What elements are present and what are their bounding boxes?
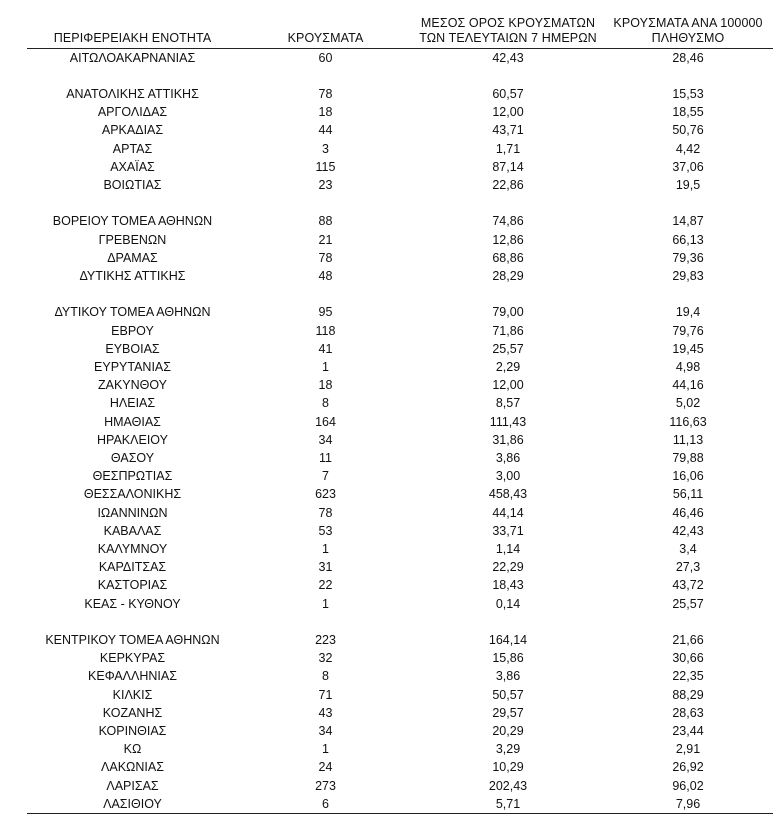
spacer-cell: [603, 613, 773, 631]
cell-region: ΚΕΝΤΡΙΚΟΥ ΤΟΜΕΑ ΑΘΗΝΩΝ: [45, 632, 220, 647]
cell-per100k: 2,91: [675, 742, 701, 757]
cell-region: ΗΡΑΚΛΕΙΟΥ: [97, 432, 168, 447]
cell-cases: 8: [322, 396, 329, 411]
cell-region: ΔΡΑΜΑΣ: [107, 250, 158, 265]
cell-cases: 71: [318, 687, 333, 702]
table-row: [27, 212, 773, 230]
cell-avg7: 2,29: [495, 359, 521, 374]
cell-avg7: 8,57: [495, 396, 521, 411]
cell-region: ΚΑΣΤΟΡΙΑΣ: [97, 578, 168, 593]
cell-per100k: 46,46: [672, 505, 704, 520]
cell-cases: 115: [315, 159, 336, 174]
cell-avg7: 43,71: [492, 123, 524, 138]
cell-avg7: 20,29: [492, 723, 524, 738]
cell-per100k: 27,3: [675, 560, 701, 575]
cell-cases: 88: [318, 214, 333, 229]
cell-cases: 43: [318, 705, 333, 720]
cell-region: ΘΕΣΠΡΩΤΙΑΣ: [92, 469, 173, 484]
header-avg7-line1: ΜΕΣΟΣ ΟΡΟΣ ΚΡΟΥΣΜΑΤΩΝ: [420, 15, 596, 30]
cell-cases: 118: [315, 323, 336, 338]
cell-region: ΚΩ: [123, 742, 142, 757]
cell-cases: 1: [322, 541, 329, 556]
cell-cases: 34: [318, 723, 333, 738]
cell-region: ΖΑΚΥΝΘΟΥ: [97, 378, 168, 393]
spacer-row: [27, 613, 773, 631]
cell-region: ΙΩΑΝΝΙΝΩΝ: [97, 505, 168, 520]
cell-avg7: 50,57: [492, 687, 524, 702]
cell-per100k: 21,66: [672, 632, 704, 647]
cell-per100k: 29,83: [672, 268, 704, 283]
table-row: [27, 595, 773, 613]
spacer-cell: [413, 67, 603, 85]
cell-cases: 78: [318, 86, 333, 101]
cell-region: ΚΟΡΙΝΘΙΑΣ: [98, 723, 167, 738]
cell-cases: 44: [318, 123, 333, 138]
cell-cases: 1: [322, 596, 329, 611]
cell-region: ΘΑΣΟΥ: [110, 450, 155, 465]
cell-region: ΚΕΑΣ - ΚΥΘΝΟΥ: [84, 596, 181, 611]
table-row: [27, 376, 773, 394]
cell-cases: 34: [318, 432, 333, 447]
spacer-row: [27, 285, 773, 303]
spacer-row: [27, 194, 773, 212]
cell-cases: 273: [315, 778, 336, 793]
cell-region: ΑΙΤΩΛΟΑΚΑΡΝΑΝΙΑΣ: [69, 50, 196, 65]
header-row: [27, 10, 773, 48]
cell-per100k: 96,02: [672, 778, 704, 793]
cell-region: ΚΕΦΑΛΛΗΝΙΑΣ: [88, 669, 177, 684]
cell-avg7: 25,57: [492, 341, 524, 356]
cell-cases: 18: [318, 378, 333, 393]
table-row: [27, 649, 773, 667]
cell-region: ΚΑΛΥΜΝΟΥ: [97, 541, 168, 556]
cell-region: ΓΡΕΒΕΝΩΝ: [98, 232, 167, 247]
cell-region: ΚΑΒΑΛΑΣ: [103, 523, 162, 538]
cell-region: ΗΜΑΘΙΑΣ: [104, 414, 161, 429]
cell-cases: 48: [318, 268, 333, 283]
spacer-cell: [413, 285, 603, 303]
cell-cases: 8: [322, 669, 329, 684]
table-row: [27, 795, 773, 814]
cell-per100k: 4,42: [675, 141, 701, 156]
cell-per100k: 4,98: [675, 359, 701, 374]
cell-cases: 23: [318, 177, 333, 192]
table-row: [27, 158, 773, 176]
cell-cases: 3: [322, 141, 329, 156]
cell-per100k: 79,36: [672, 250, 704, 265]
cell-avg7: 15,86: [492, 651, 524, 666]
cell-avg7: 74,86: [492, 214, 524, 229]
table-row: [27, 303, 773, 321]
cell-per100k: 3,4: [679, 541, 697, 556]
cell-avg7: 1,14: [495, 541, 521, 556]
cell-avg7: 22,29: [492, 560, 524, 575]
table-row: [27, 140, 773, 158]
table-row: [27, 176, 773, 194]
cell-per100k: 43,72: [672, 578, 704, 593]
cell-cases: 24: [318, 760, 333, 775]
table-row: [27, 358, 773, 376]
cell-avg7: 5,71: [413, 795, 603, 814]
table-row: [27, 394, 773, 412]
table-row: [27, 103, 773, 121]
cell-avg7: 3,86: [495, 669, 521, 684]
cell-region: ΔΥΤΙΚΟΥ ΤΟΜΕΑ ΑΘΗΝΩΝ: [54, 305, 211, 320]
spacer-cell: [27, 194, 238, 212]
cell-per100k: 26,92: [672, 760, 704, 775]
cell-avg7: 12,86: [492, 232, 524, 247]
cell-per100k: 66,13: [672, 232, 704, 247]
cell-region: ΒΟΡΕΙΟΥ ΤΟΜΕΑ ΑΘΗΝΩΝ: [52, 214, 213, 229]
cell-cases: 22: [318, 578, 333, 593]
cell-region: ΘΕΣΣΑΛΟΝΙΚΗΣ: [83, 487, 182, 502]
cell-cases: 223: [315, 632, 336, 647]
cell-per100k: 16,06: [672, 469, 704, 484]
spacer-cell: [27, 613, 238, 631]
cell-per100k: 116,63: [669, 414, 707, 429]
cell-avg7: 18,43: [492, 578, 524, 593]
table-row: [27, 231, 773, 249]
table-row: [27, 576, 773, 594]
cell-avg7: 29,57: [492, 705, 524, 720]
cell-avg7: 458,43: [488, 487, 528, 502]
cell-per100k: 79,76: [672, 323, 704, 338]
cell-cases: 18: [318, 105, 333, 120]
table-row: [27, 85, 773, 103]
table-row: [27, 631, 773, 649]
spacer-cell: [238, 67, 413, 85]
cell-avg7: 111,43: [489, 414, 527, 429]
cell-per100k: 23,44: [672, 723, 704, 738]
table-row: [27, 722, 773, 740]
cell-per100k: 19,4: [675, 305, 701, 320]
table-row: [27, 413, 773, 431]
cell-cases: 1: [322, 359, 329, 374]
table-row: [27, 121, 773, 139]
spacer-cell: [413, 194, 603, 212]
table-row: [27, 467, 773, 485]
table-row: [27, 267, 773, 285]
table-row: [27, 558, 773, 576]
cell-avg7: 71,86: [492, 323, 524, 338]
cell-per100k: 14,87: [672, 214, 704, 229]
table-row: [27, 431, 773, 449]
cell-avg7: 1,71: [495, 141, 521, 156]
cell-cases: 623: [315, 487, 336, 502]
cell-cases: 31: [318, 560, 333, 575]
cell-cases: 41: [318, 341, 333, 356]
cell-avg7: 164,14: [488, 632, 528, 647]
cell-region: ΔΥΤΙΚΗΣ ΑΤΤΙΚΗΣ: [79, 268, 186, 283]
cell-per100k: 79,88: [672, 450, 704, 465]
cell-region: ΒΟΙΩΤΙΑΣ: [103, 177, 162, 192]
cell-per100k: 18,55: [672, 105, 704, 120]
cell-avg7: 42,43: [492, 50, 524, 65]
cell-per100k: 19,45: [672, 341, 704, 356]
header-per100k-line1: ΚΡΟΥΣΜΑΤΑ ΑΝΑ 100000: [613, 15, 763, 30]
cell-region: ΛΑΣΙΘΙΟΥ: [27, 795, 238, 814]
table-row: [27, 777, 773, 795]
cell-per100k: 37,06: [672, 159, 704, 174]
table-row: [27, 740, 773, 758]
cell-cases: 53: [318, 523, 333, 538]
cell-cases: 32: [318, 651, 333, 666]
spacer-cell: [238, 285, 413, 303]
table-row: [27, 704, 773, 722]
cell-region: ΚΟΖΑΝΗΣ: [102, 705, 163, 720]
table-row: [27, 686, 773, 704]
cell-cases: 7: [322, 469, 329, 484]
cell-avg7: 33,71: [492, 523, 524, 538]
cell-cases: 11: [319, 450, 332, 465]
cell-avg7: 31,86: [492, 432, 524, 447]
cell-avg7: 10,29: [492, 760, 524, 775]
table-body: [27, 48, 773, 813]
cell-avg7: 3,00: [495, 469, 521, 484]
cell-region: ΕΥΡΥΤΑΝΙΑΣ: [94, 359, 171, 374]
cell-avg7: 44,14: [492, 505, 524, 520]
cell-per100k: 11,13: [672, 432, 704, 447]
cell-region: ΛΑΚΩΝΙΑΣ: [101, 760, 164, 775]
cell-region: ΑΧΑΪΑΣ: [110, 159, 155, 174]
cell-per100k: 30,66: [672, 651, 704, 666]
cell-avg7: 79,00: [492, 305, 524, 320]
cell-avg7: 87,14: [492, 159, 524, 174]
cell-region: ΑΡΚΑΔΙΑΣ: [101, 123, 164, 138]
cell-per100k: 7,96: [603, 795, 773, 814]
cell-avg7: 28,29: [492, 268, 524, 283]
spacer-cell: [238, 613, 413, 631]
cell-region: ΑΝΑΤΟΛΙΚΗΣ ΑΤΤΙΚΗΣ: [66, 86, 199, 101]
cell-avg7: 12,00: [492, 378, 524, 393]
cell-per100k: 5,02: [675, 396, 701, 411]
cell-avg7: 3,29: [495, 742, 521, 757]
cell-per100k: 28,63: [672, 705, 704, 720]
cell-cases: 21: [318, 232, 333, 247]
cell-per100k: 42,43: [672, 523, 704, 538]
cell-per100k: 22,35: [672, 669, 704, 684]
cell-avg7: 3,86: [495, 450, 521, 465]
cell-avg7: 202,43: [488, 778, 528, 793]
table-row: [27, 322, 773, 340]
cell-per100k: 28,46: [672, 50, 704, 65]
header-per100k-line2: ΠΛΗΘΥΣΜΟ: [651, 30, 725, 45]
cell-region: ΑΡΓΟΛΙΔΑΣ: [97, 105, 168, 120]
header-avg7-line2: ΤΩΝ ΤΕΛΕΥΤΑΙΩΝ 7 ΗΜΕΡΩΝ: [419, 30, 597, 45]
cell-region: ΕΒΡΟΥ: [111, 323, 154, 338]
spacer-cell: [603, 194, 773, 212]
cell-cases: 95: [318, 305, 333, 320]
table-row: [27, 48, 773, 67]
header-avg7: [413, 10, 603, 48]
cell-region: ΚΙΛΚΙΣ: [112, 687, 153, 702]
cell-avg7: 60,57: [492, 86, 524, 101]
cell-region: ΕΥΒΟΙΑΣ: [105, 341, 160, 356]
header-cases: ΚΡΟΥΣΜΑΤΑ: [238, 10, 413, 48]
table-row: [27, 522, 773, 540]
cell-cases: 78: [318, 505, 333, 520]
cell-cases: 78: [318, 250, 333, 265]
cell-region: ΚΕΡΚΥΡΑΣ: [99, 651, 166, 666]
cell-per100k: 50,76: [672, 123, 704, 138]
cell-avg7: 22,86: [492, 177, 524, 192]
cell-per100k: 15,53: [672, 86, 704, 101]
table-row: [27, 249, 773, 267]
header-per100k: [603, 10, 773, 48]
table-row: [27, 449, 773, 467]
table-row: [27, 540, 773, 558]
spacer-row: [27, 67, 773, 85]
spacer-cell: [238, 194, 413, 212]
table-header: [27, 10, 773, 48]
spacer-cell: [27, 285, 238, 303]
cell-per100k: 88,29: [672, 687, 704, 702]
spacer-cell: [413, 613, 603, 631]
cell-cases: 1: [322, 742, 329, 757]
cell-per100k: 25,57: [672, 596, 704, 611]
cell-cases: 60: [318, 50, 333, 65]
table-row: [27, 485, 773, 503]
cell-per100k: 44,16: [672, 378, 704, 393]
cell-region: ΛΑΡΙΣΑΣ: [106, 778, 159, 793]
cell-per100k: 19,5: [675, 177, 701, 192]
cell-avg7: 0,14: [495, 596, 521, 611]
spacer-cell: [603, 67, 773, 85]
table-row: [27, 758, 773, 776]
table-row: [27, 667, 773, 685]
spacer-cell: [603, 285, 773, 303]
table-row: [27, 340, 773, 358]
spacer-cell: [27, 67, 238, 85]
table-row: [27, 504, 773, 522]
cases-table: [27, 10, 773, 814]
cell-cases: 164: [315, 414, 336, 429]
cell-per100k: 56,11: [672, 487, 704, 502]
cell-region: ΚΑΡΔΙΤΣΑΣ: [98, 560, 167, 575]
cell-region: ΗΛΕΙΑΣ: [109, 396, 156, 411]
cell-avg7: 68,86: [492, 250, 524, 265]
header-region: ΠΕΡΙΦΕΡΕΙΑΚΗ ΕΝΟΤΗΤΑ: [27, 10, 238, 48]
cell-cases: 6: [238, 795, 413, 814]
cell-region: ΑΡΤΑΣ: [112, 141, 153, 156]
cell-avg7: 12,00: [492, 105, 524, 120]
